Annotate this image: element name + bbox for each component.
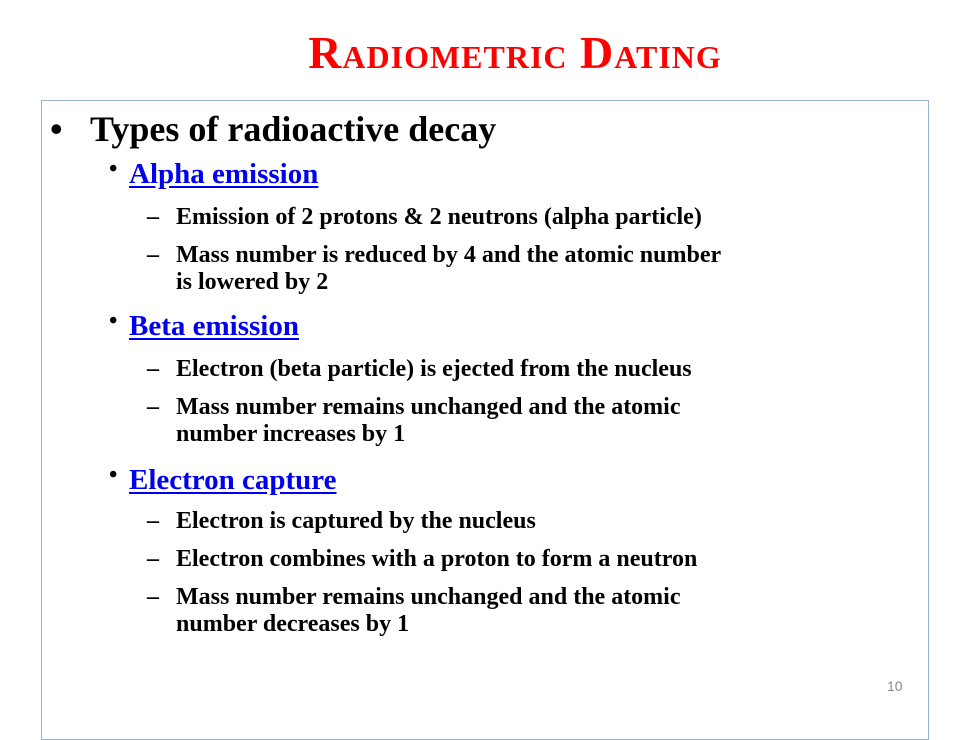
dash-icon: – — [147, 508, 159, 534]
heading-item — [50, 108, 497, 150]
link-beta-emission[interactable]: Beta emission — [129, 310, 299, 342]
dash-icon: – — [147, 204, 159, 230]
dash-icon: – — [147, 394, 159, 420]
point-text: Mass number remains unchanged and the atomic — [176, 394, 681, 420]
link-alpha-emission[interactable]: Alpha emission — [129, 158, 319, 190]
point-text: Electron combines with a proton to form a neutron — [176, 546, 698, 572]
section-alpha-emission — [109, 156, 319, 191]
dash-icon: – — [147, 584, 159, 610]
point-beta-2 — [147, 394, 681, 448]
point-beta-1 — [147, 356, 692, 383]
point-text-cont: number increases by 1 — [176, 421, 406, 447]
point-capture-3 — [147, 584, 681, 638]
point-text-cont: number decreases by 1 — [176, 611, 410, 637]
bullet-icon: • — [109, 462, 118, 488]
section-beta-emission — [109, 308, 299, 343]
bullet-icon: • — [109, 156, 118, 182]
dash-icon: – — [147, 356, 159, 382]
point-text: Mass number is reduced by 4 and the atomic number — [176, 242, 722, 268]
point-capture-2 — [147, 546, 698, 573]
bullet-icon: • — [50, 109, 63, 149]
point-text: Mass number remains unchanged and the atomic — [176, 584, 681, 610]
bullet-icon: • — [109, 308, 118, 334]
link-electron-capture[interactable]: Electron capture — [129, 464, 337, 496]
dash-icon: – — [147, 546, 159, 572]
heading-text: Types of radioactive decay — [90, 109, 497, 149]
point-text: Electron (beta particle) is ejected from the nucleus — [176, 356, 692, 382]
point-text: Electron is captured by the nucleus — [176, 508, 536, 534]
point-alpha-2 — [147, 242, 722, 296]
point-text: Emission of 2 protons & 2 neutrons (alpha particle) — [176, 204, 702, 230]
slide-title: Radiometric Dating — [308, 27, 722, 78]
point-alpha-1 — [147, 204, 702, 231]
point-text-cont: is lowered by 2 — [176, 269, 329, 295]
dash-icon: – — [147, 242, 159, 268]
point-capture-1 — [147, 508, 536, 535]
section-electron-capture — [109, 462, 337, 497]
page-number: 10 — [887, 678, 903, 694]
